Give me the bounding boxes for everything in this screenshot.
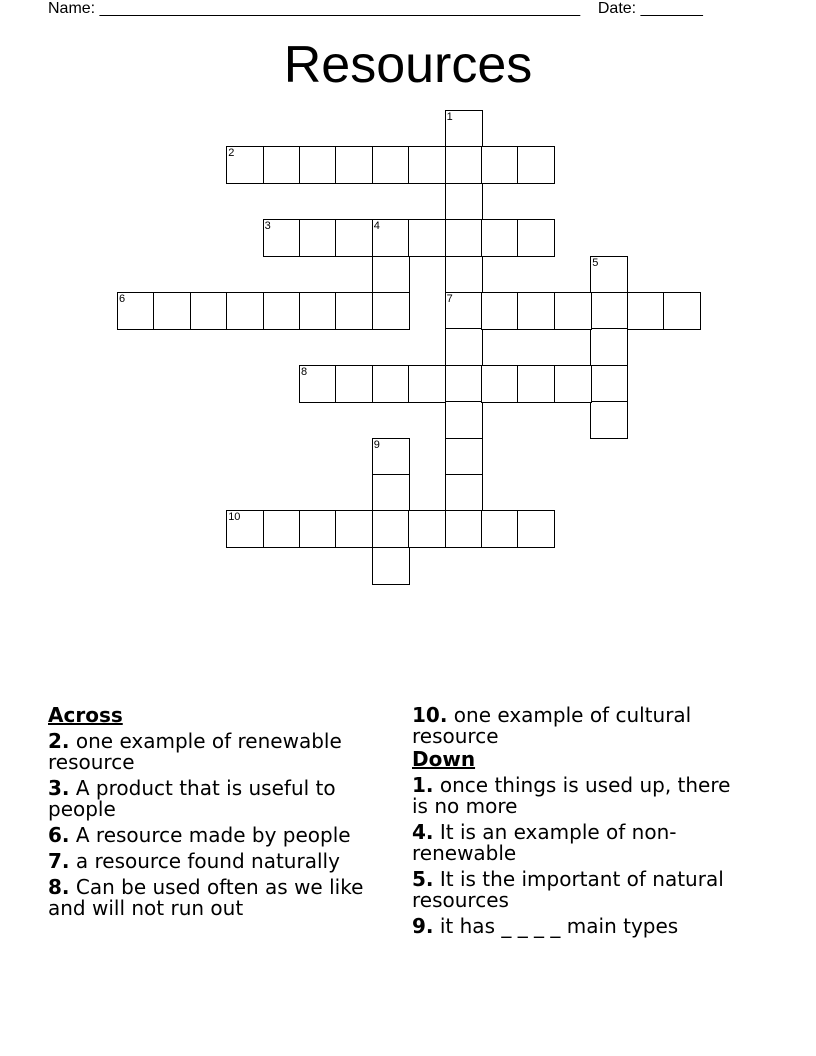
clue-number: 9. xyxy=(412,914,434,938)
grid-cell[interactable] xyxy=(263,146,301,184)
grid-cell[interactable] xyxy=(372,474,410,512)
grid-cell[interactable] xyxy=(372,510,410,548)
clue-number: 6. xyxy=(48,823,70,847)
clue-text: one example of renewable resource xyxy=(48,729,342,774)
clue-across-7 xyxy=(48,851,393,872)
grid-cell[interactable] xyxy=(663,292,701,330)
grid-cell[interactable] xyxy=(335,365,373,403)
grid-cell[interactable] xyxy=(335,292,373,330)
clue-number-label: 7 xyxy=(446,293,453,305)
clue-text: one example of cultural resource xyxy=(412,703,692,748)
grid-cell[interactable] xyxy=(299,219,337,257)
clue-down-5 xyxy=(412,869,752,911)
grid-cell[interactable] xyxy=(590,328,628,366)
clue-down-9 xyxy=(412,916,752,937)
grid-cell[interactable] xyxy=(372,256,410,294)
grid-cell[interactable] xyxy=(590,292,628,330)
grid-cell[interactable] xyxy=(481,292,519,330)
grid-cell[interactable] xyxy=(372,292,410,330)
grid-cell[interactable] xyxy=(299,292,337,330)
grid-cell[interactable] xyxy=(517,510,555,548)
clue-number-label: 6 xyxy=(119,293,126,305)
clue-across-8 xyxy=(48,877,393,919)
grid-cell[interactable] xyxy=(335,510,373,548)
clue-text: a resource found naturally xyxy=(75,849,340,873)
grid-cell[interactable] xyxy=(590,365,628,403)
grid-cell[interactable] xyxy=(408,219,446,257)
grid-cell[interactable] xyxy=(517,365,555,403)
grid-cell[interactable] xyxy=(372,547,410,585)
clue-number: 1. xyxy=(412,773,434,797)
grid-cell[interactable] xyxy=(372,219,410,257)
clue-across-3 xyxy=(48,778,393,820)
clue-text: It is the important of natural resources xyxy=(412,867,724,912)
grid-cell[interactable] xyxy=(445,146,483,184)
grid-cell[interactable] xyxy=(445,401,483,439)
grid-cell[interactable] xyxy=(627,292,665,330)
grid-cell[interactable] xyxy=(445,365,483,403)
grid-cell[interactable] xyxy=(554,292,592,330)
clue-number: 10. xyxy=(412,703,448,727)
grid-cell[interactable] xyxy=(335,219,373,257)
clue-text: it has _ _ _ _ main types xyxy=(439,914,679,938)
grid-cell[interactable] xyxy=(335,146,373,184)
grid-cell[interactable] xyxy=(408,146,446,184)
clue-number: 2. xyxy=(48,729,70,753)
grid-cell[interactable] xyxy=(445,256,483,294)
grid-cell[interactable] xyxy=(554,365,592,403)
grid-cell[interactable] xyxy=(372,438,410,476)
clue-text: It is an example of non-renewable xyxy=(412,820,677,865)
grid-cell[interactable] xyxy=(372,365,410,403)
grid-cell[interactable] xyxy=(226,510,264,548)
grid-cell[interactable] xyxy=(481,219,519,257)
grid-cell[interactable] xyxy=(299,510,337,548)
grid-cell[interactable] xyxy=(481,146,519,184)
grid-cell[interactable] xyxy=(445,110,483,148)
grid-cell[interactable] xyxy=(299,365,337,403)
grid-cell[interactable] xyxy=(372,146,410,184)
clue-across-10 xyxy=(412,705,752,747)
clue-across-2 xyxy=(48,731,393,773)
grid-cell[interactable] xyxy=(408,510,446,548)
clue-number: 7. xyxy=(48,849,70,873)
name-blank: ______________________________________________________ xyxy=(99,0,581,17)
grid-cell[interactable] xyxy=(590,401,628,439)
grid-cell[interactable] xyxy=(590,256,628,294)
clue-number-label: 1 xyxy=(446,111,453,123)
grid-cell[interactable] xyxy=(481,510,519,548)
clue-number-label: 10 xyxy=(228,511,241,524)
grid-cell[interactable] xyxy=(517,292,555,330)
clue-number: 5. xyxy=(412,867,434,891)
grid-cell[interactable] xyxy=(226,292,264,330)
grid-cell[interactable] xyxy=(153,292,191,330)
date-label: Date: xyxy=(597,0,637,17)
clue-text: A product that is useful to people xyxy=(48,776,336,821)
clue-text: Can be used often as we like and will not run out xyxy=(48,875,364,920)
clue-text: once things is used up, there is no more xyxy=(412,773,731,818)
clue-down-4 xyxy=(412,822,752,864)
grid-cell[interactable] xyxy=(263,219,301,257)
clue-number: 8. xyxy=(48,875,70,899)
clue-number-label: 5 xyxy=(592,256,599,269)
page-title: Resources xyxy=(283,36,533,94)
grid-cell[interactable] xyxy=(190,292,228,330)
grid-cell[interactable] xyxy=(226,146,264,184)
grid-cell[interactable] xyxy=(517,146,555,184)
grid-cell[interactable] xyxy=(445,510,483,548)
clue-across-6 xyxy=(48,825,393,846)
grid-cell[interactable] xyxy=(445,328,483,366)
clue-number-label: 8 xyxy=(301,365,308,378)
clue-number-label: 9 xyxy=(373,438,380,451)
grid-cell[interactable] xyxy=(445,183,483,221)
clue-number: 4. xyxy=(412,820,434,844)
grid-cell[interactable] xyxy=(408,365,446,403)
clue-number-label: 3 xyxy=(264,220,271,233)
grid-cell[interactable] xyxy=(445,219,483,257)
name-label: Name: xyxy=(48,0,96,17)
grid-cell[interactable] xyxy=(445,474,483,512)
clue-number-label: 4 xyxy=(373,220,380,233)
grid-cell[interactable] xyxy=(517,219,555,257)
grid-cell[interactable] xyxy=(117,292,155,330)
grid-cell[interactable] xyxy=(263,292,301,330)
clues-left-column xyxy=(48,701,393,919)
clue-number-label: 2 xyxy=(228,147,235,160)
grid-cell[interactable] xyxy=(445,438,483,476)
grid-cell[interactable] xyxy=(299,146,337,184)
grid-cell[interactable] xyxy=(263,510,301,548)
grid-cell[interactable] xyxy=(481,365,519,403)
grid-cell[interactable] xyxy=(445,292,483,330)
across-heading: Across xyxy=(48,703,123,727)
down-heading: Down xyxy=(412,747,476,771)
clue-number: 3. xyxy=(48,776,70,800)
date-blank: _______ xyxy=(640,0,703,17)
clue-text: A resource made by people xyxy=(75,823,351,847)
clue-down-1 xyxy=(412,775,752,817)
clues-right-column xyxy=(412,701,752,937)
